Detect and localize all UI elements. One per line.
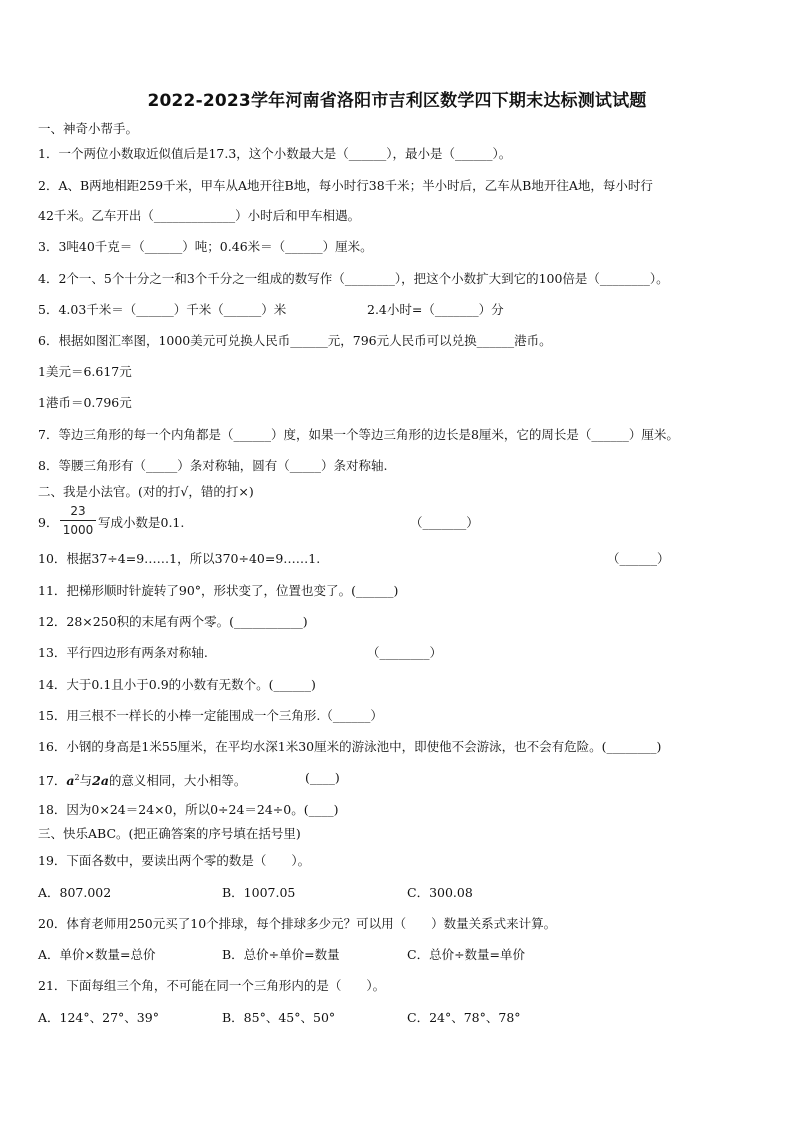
question-3: 3．3吨40千克＝（______）吨；0.46米＝（______）厘米。 [38,239,373,254]
fraction-bar [60,520,96,521]
question-16: 16．小钢的身高是1米55厘米，在平均水深1米30厘米的游泳池中，即使他不会游泳，也不会有危险。(________) [38,739,662,754]
question-17-var-a: a [66,773,75,789]
question-6: 6．根据如图汇率图，1000美元可兑换人民币______元，796元人民币可以兑换______港币。 [38,333,552,348]
question-19-option-b: B．1007.05 [222,885,296,900]
section-2-heading: 二、我是小法官。(对的打√，错的打×) [38,484,254,499]
question-4: 4．2个一、5个十分之一和3个千分之一组成的数写作（________），把这个小数扩大到它的100倍是（________）。 [38,271,669,286]
fraction-denominator: 1000 [62,523,94,537]
question-17-text: 的意义相同，大小相等。 [108,773,247,789]
fraction [60,504,96,537]
question-11: 11．把梯形顺时针旋转了90°，形状变了，位置也变了。(______) [38,583,399,598]
question-5-part-b: 2.4小时=（_______）分 [367,302,504,317]
exchange-rate-hkd: 1港币＝0.796元 [38,395,132,410]
question-17-blank: (____) [305,770,340,785]
question-17 [38,770,246,789]
question-9-blank: （_______） [410,515,479,530]
question-20-option-a: A．单价×数量=总价 [38,947,156,962]
question-9-number: 9． [38,515,59,530]
question-17-number: 17． [38,773,67,789]
page-title: 2022-2023学年河南省洛阳市吉利区数学四下期末达标测试试题 [147,91,647,111]
section-3-heading: 三、快乐ABC。(把正确答案的序号填在括号里) [38,826,301,841]
question-10: 10．根据37÷4=9……1，所以370÷40=9……1. [38,551,321,566]
question-14: 14．大于0.1且小于0.9的小数有无数个。(______) [38,677,316,692]
exchange-rate-usd: 1美元＝6.617元 [38,364,132,379]
question-7: 7．等边三角形的每一个内角都是（______）度，如果一个等边三角形的边长是8厘米，它的周长是（______）厘米。 [38,427,679,442]
question-21-option-a: A．124°、27°、39° [38,1010,159,1025]
question-8: 8．等腰三角形有（_____）条对称轴，圆有（_____）条对称轴. [38,458,388,473]
question-19: 19．下面各数中，要读出两个零的数是（ ）。 [38,853,311,868]
question-21-option-c: C．24°、78°、78° [407,1010,521,1025]
question-20: 20．体育老师用250元买了10个排球，每个排球多少元？可以用（ ）数量关系式来计算。 [38,916,557,931]
question-21-option-b: B．85°、45°、50° [222,1010,336,1025]
question-2-line-2: 42千米。乙车开出（_____________）小时后和甲车相遇。 [38,208,361,223]
question-18: 18．因为0×24＝24×0，所以0÷24＝24÷0。(____) [38,802,339,817]
question-19-option-a: A．807.002 [38,885,112,900]
question-15: 15．用三根不一样长的小棒一定能围成一个三角形.（______） [38,708,383,723]
question-1: 1．一个两位小数取近似值后是17.3，这个小数最大是（______），最小是（______）。 [38,146,512,161]
question-5-part-a: 5．4.03千米＝（______）千米（______）米 [38,302,287,317]
question-10-blank: （______） [607,551,670,566]
question-19-option-c: C．300.08 [407,885,473,900]
question-17-connector: 与 [79,773,93,789]
question-17-exponent: 2 [74,773,80,782]
question-9: 写成小数是0.1. [98,515,185,530]
question-12: 12．28×250积的末尾有两个零。(___________) [38,614,308,629]
question-2-line-1: 2．A、B两地相距259千米，甲车从A地开往B地，每小时行38千米；半小时后，乙车从B地开往A地，每小时行 [38,178,653,193]
fraction-numerator: 23 [70,504,86,518]
section-1-heading: 一、神奇小帮手。 [38,121,139,136]
question-17-var-2a: 2a [92,773,109,789]
question-13-blank: （________） [367,645,443,660]
question-13: 13．平行四边形有两条对称轴. [38,645,208,660]
question-20-option-b: B．总价÷单价=数量 [222,947,340,962]
question-20-option-c: C．总价÷数量=单价 [407,947,526,962]
question-21: 21．下面每组三个角，不可能在同一个三角形内的是（ ）。 [38,978,386,993]
